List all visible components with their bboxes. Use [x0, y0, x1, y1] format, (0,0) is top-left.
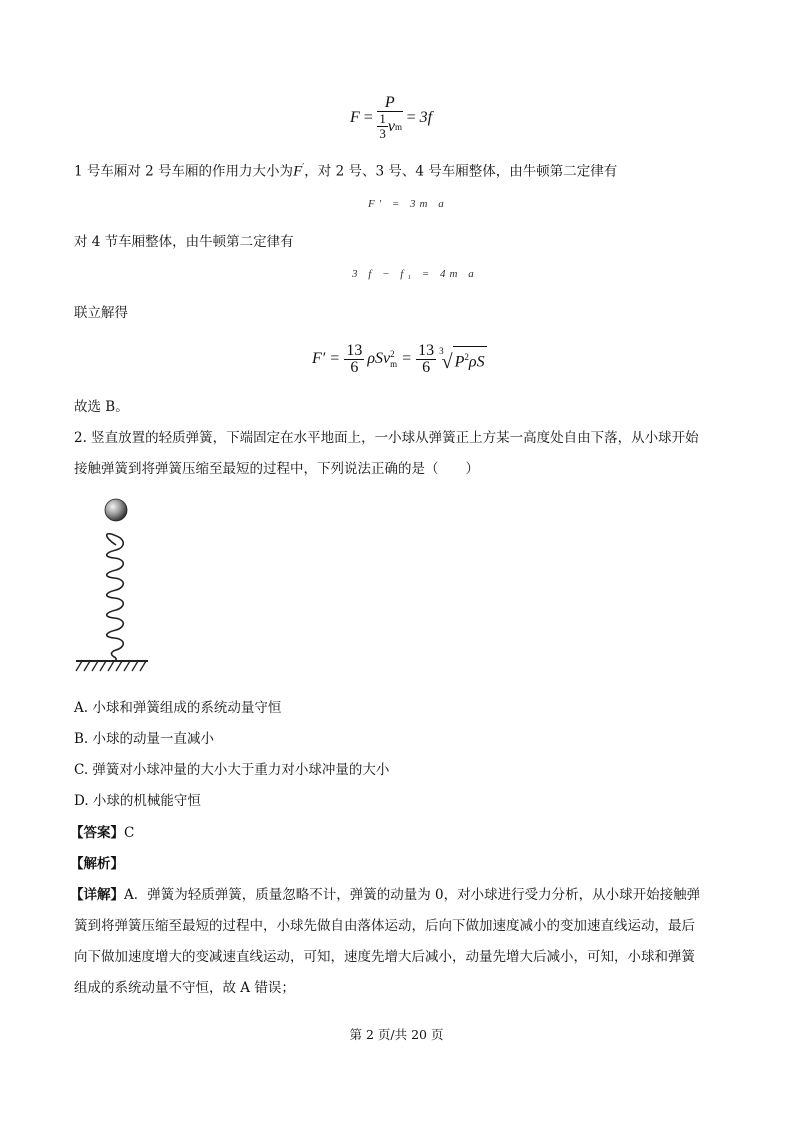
- text-line-4: 故选 B。: [74, 399, 129, 415]
- line-1-prefix: 1 号车厢对 2 号车厢的作用力大小为: [74, 163, 294, 180]
- formula-4-root-tail: ρS: [468, 353, 485, 371]
- formula-4-mid-sub: m: [390, 359, 398, 369]
- formula-1-den-var: v: [387, 117, 395, 135]
- formula-1-den-den: 3: [379, 126, 386, 141]
- formula-4-d2: 6: [422, 358, 431, 376]
- formula-4-frac-2: [416, 343, 436, 376]
- formula-4-eq2: =: [402, 350, 412, 367]
- option-b: B. 小球的动量一直减小: [74, 731, 215, 747]
- formula-4-root-body: [453, 346, 487, 372]
- formula-1-eq: =: [363, 109, 373, 126]
- formula-4-mid-scripts: [390, 349, 397, 369]
- formula-4-root-var: P: [454, 353, 465, 371]
- detail-label: 【详解】: [70, 887, 124, 903]
- formula-4-d1: 6: [350, 358, 359, 376]
- formula-4-root-sup: 2: [464, 351, 469, 362]
- option-a: A. 小球和弹簧组成的系统动量守恒: [74, 700, 282, 716]
- ball: [105, 499, 127, 521]
- formula-4-frac-1: [344, 343, 364, 376]
- answer-label: 【答案】: [70, 825, 124, 841]
- detail-line-2: 簧到将弹簧压缩至最短的过程中，小球先做自由落体运动，后向下做加速度减小的变加速直线运动，最后: [74, 918, 695, 934]
- detail-line-1: [70, 885, 700, 905]
- answer-line: [70, 823, 134, 843]
- formula-1-den-num: 1: [379, 111, 386, 126]
- question-line-a: 2. 竖直放置的轻质弹簧，下端固定在水平地面上，一小球从弹簧正上方某一高度处自由下落，从小球开始: [74, 430, 699, 446]
- line-1-var: F: [293, 163, 303, 180]
- option-c: C. 弹簧对小球冲量的大小大于重力对小球冲量的大小: [74, 762, 390, 778]
- text-line-3: 联立解得: [74, 305, 128, 321]
- formula-1-rhs: 3f: [419, 109, 433, 126]
- formula-1: [350, 88, 432, 148]
- question-line-b: 接触弹簧到将弹簧压缩至最短的过程中，下列说法正确的是（ ）: [74, 461, 479, 477]
- option-d: D. 小球的机械能守恒: [74, 793, 201, 809]
- formula-1-eq2: =: [406, 109, 416, 126]
- formula-4-root: [439, 346, 486, 372]
- page-footer: 第 2 页/共 20 页: [349, 1027, 444, 1042]
- formula-4-mid: ρSv: [367, 350, 391, 367]
- detail-text-1: A．弹簧为轻质弹簧，质量忽略不计，弹簧的动量为 0，对小球进行受力分析，从小球开始接触弹: [124, 887, 701, 903]
- spring-ball-figure: [70, 495, 160, 690]
- formula-4-lhs: F′: [312, 350, 326, 367]
- detail-line-3: 向下做加速度增大的变减速直线运动，可知，速度先增大后减小，动量先增大后减小，可知，小球和弹簧: [74, 949, 695, 965]
- formula-4-root-sign: √: [441, 351, 453, 374]
- formula-3: 3 f − f₁ = 4m a: [352, 268, 478, 280]
- formula-1-numerator: P: [377, 95, 403, 112]
- spring-coil: [107, 534, 124, 658]
- text-line-2: 对 4 节车厢整体，由牛顿第二定律有: [74, 234, 294, 250]
- formula-1-den-fraction: [377, 112, 388, 141]
- line-1-suffix: ，对 2 号、3 号、4 号车厢整体，由牛顿第二定律有: [304, 163, 618, 180]
- analysis-label: 【解析】: [70, 856, 124, 872]
- formula-1-denominator: [377, 112, 402, 141]
- formula-4-n1: 13: [346, 341, 363, 359]
- detail-line-4: 组成的系统动量不守恒，故 A 错误；: [74, 980, 295, 996]
- formula-1-fraction: [377, 95, 403, 141]
- formula-4-eq: =: [330, 350, 340, 367]
- formula-4-n2: 13: [418, 341, 435, 359]
- formula-4-root-index: 3: [439, 345, 444, 356]
- line-1-prime: ′: [302, 163, 305, 173]
- ground-hatch: [76, 661, 146, 671]
- formula-4: [312, 336, 487, 382]
- formula-4-mid-sup: 2: [390, 349, 395, 359]
- text-line-1: [74, 158, 617, 182]
- formula-2: F′ = 3m a: [368, 198, 448, 210]
- formula-1-den-sub: m: [395, 121, 403, 132]
- formula-1-lhs: F: [350, 109, 360, 126]
- answer-value: C: [124, 825, 135, 841]
